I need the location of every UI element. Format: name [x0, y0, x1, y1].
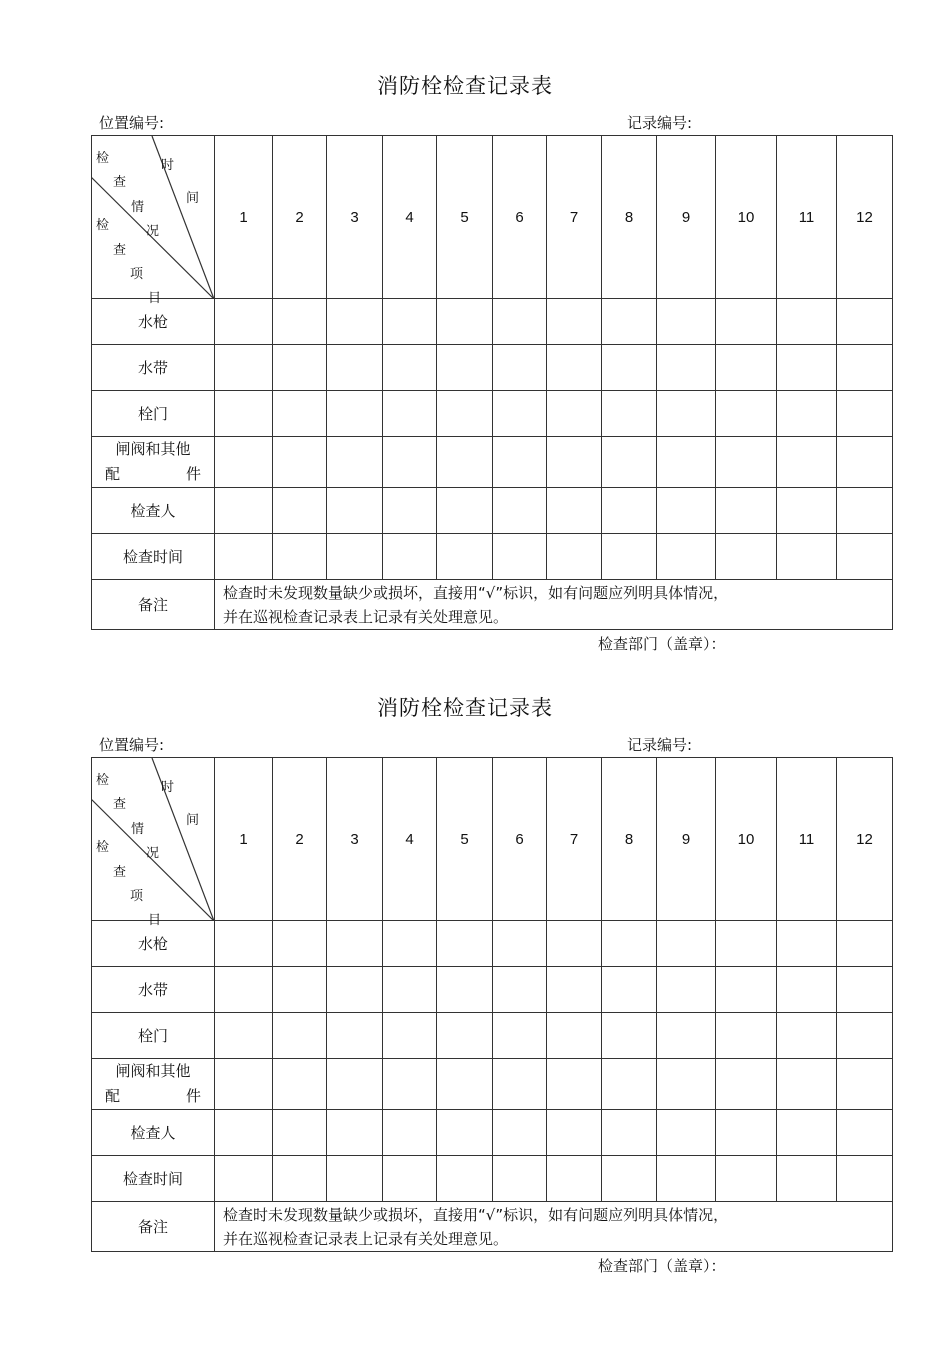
- check-cell[interactable]: [657, 967, 716, 1013]
- check-cell[interactable]: [602, 1156, 657, 1202]
- check-cell[interactable]: [215, 921, 273, 967]
- row-label-remarks: 备注: [92, 1202, 215, 1252]
- check-cell[interactable]: [493, 437, 547, 488]
- check-cell[interactable]: [716, 967, 777, 1013]
- check-cell[interactable]: [602, 1059, 657, 1110]
- check-cell[interactable]: [716, 345, 777, 391]
- check-cell[interactable]: [547, 345, 602, 391]
- remarks-line: 检查时未发现数量缺少或损坏，直接用“√”标识，如有问题应列明具体情况，: [223, 583, 729, 602]
- check-cell[interactable]: [327, 967, 383, 1013]
- diag-item-char: 目: [148, 913, 162, 928]
- table-row: [92, 437, 893, 488]
- check-cell[interactable]: [602, 299, 657, 345]
- diagonal-header-cell: [92, 758, 215, 928]
- diag-item-char: 检: [96, 840, 110, 855]
- valve-label-line1: 闸阀和其他: [115, 1062, 191, 1080]
- column-header: 1: [215, 136, 273, 299]
- check-cell[interactable]: [327, 1059, 383, 1110]
- check-cell[interactable]: [602, 437, 657, 488]
- check-cell[interactable]: [493, 345, 547, 391]
- check-cell[interactable]: [215, 967, 273, 1013]
- check-cell[interactable]: [716, 488, 777, 534]
- check-cell[interactable]: [493, 488, 547, 534]
- table-row: [92, 1059, 893, 1110]
- check-cell[interactable]: [657, 1013, 716, 1059]
- check-cell[interactable]: [657, 391, 716, 437]
- check-cell[interactable]: [657, 1110, 716, 1156]
- column-header: 12: [837, 136, 893, 299]
- check-cell[interactable]: [437, 488, 493, 534]
- table-row: [92, 488, 893, 534]
- diag-item-char: 查: [113, 865, 127, 880]
- check-cell[interactable]: [493, 391, 547, 437]
- check-cell[interactable]: [602, 391, 657, 437]
- column-header: 2: [273, 136, 327, 299]
- record-number-label: 记录编号:: [627, 736, 693, 754]
- diag-status-char: 查: [113, 175, 127, 190]
- diagonal-header-cell: [92, 136, 215, 306]
- check-cell[interactable]: [547, 437, 602, 488]
- check-cell[interactable]: [547, 1156, 602, 1202]
- check-cell[interactable]: [437, 1059, 493, 1110]
- row-label-valves: [92, 1059, 215, 1110]
- check-cell[interactable]: [837, 967, 893, 1013]
- valve-label-part: 件: [185, 465, 201, 483]
- check-cell[interactable]: [777, 534, 837, 580]
- check-cell[interactable]: [383, 1156, 437, 1202]
- check-cell[interactable]: [837, 1059, 893, 1110]
- check-cell[interactable]: [215, 1013, 273, 1059]
- check-cell[interactable]: [215, 299, 273, 345]
- inspection-form-1: [0, 0, 950, 660]
- column-header: 11: [777, 758, 837, 921]
- check-cell[interactable]: [383, 1110, 437, 1156]
- check-cell[interactable]: [327, 488, 383, 534]
- check-cell[interactable]: [383, 967, 437, 1013]
- column-header: 4: [383, 758, 437, 921]
- check-cell[interactable]: [777, 967, 837, 1013]
- diag-time-char: 间: [186, 813, 200, 828]
- check-cell[interactable]: [837, 437, 893, 488]
- check-cell[interactable]: [383, 345, 437, 391]
- diag-item-char: 检: [96, 151, 110, 166]
- check-cell[interactable]: [215, 534, 273, 580]
- diag-item-char: 检: [96, 773, 110, 788]
- check-cell[interactable]: [215, 345, 273, 391]
- check-cell[interactable]: [383, 1013, 437, 1059]
- check-cell[interactable]: [547, 391, 602, 437]
- row-label-inspection-time: 检查时间: [92, 1156, 215, 1202]
- diagonal-lines: [92, 136, 215, 299]
- check-cell[interactable]: [273, 299, 327, 345]
- check-cell[interactable]: [837, 1110, 893, 1156]
- row-label-hose: 水带: [92, 967, 215, 1013]
- row-label-inspection-time: 检查时间: [92, 534, 215, 580]
- inspection-form-2: [0, 622, 950, 1302]
- check-cell[interactable]: [273, 391, 327, 437]
- check-cell[interactable]: [837, 488, 893, 534]
- check-cell[interactable]: [602, 921, 657, 967]
- column-header: 11: [777, 136, 837, 299]
- row-label-hydrant-door: 栓门: [92, 1013, 215, 1059]
- check-cell[interactable]: [657, 437, 716, 488]
- check-cell[interactable]: [327, 299, 383, 345]
- check-cell[interactable]: [437, 1156, 493, 1202]
- form-title: 消防栓检查记录表: [377, 74, 553, 98]
- check-cell[interactable]: [437, 299, 493, 345]
- check-cell[interactable]: [383, 391, 437, 437]
- check-cell[interactable]: [716, 1110, 777, 1156]
- check-cell[interactable]: [383, 534, 437, 580]
- column-header: 12: [837, 758, 893, 921]
- check-cell[interactable]: [215, 437, 273, 488]
- check-cell[interactable]: [493, 967, 547, 1013]
- diag-item-char: 查: [113, 243, 127, 258]
- inspection-table: [91, 135, 893, 630]
- check-cell[interactable]: [273, 345, 327, 391]
- check-cell[interactable]: [327, 921, 383, 967]
- valve-label-part: 配: [105, 465, 121, 483]
- form-title: 消防栓检查记录表: [377, 696, 553, 720]
- column-header: 6: [493, 758, 547, 921]
- column-header: 8: [602, 758, 657, 921]
- check-cell[interactable]: [547, 1059, 602, 1110]
- column-header: 10: [716, 758, 777, 921]
- check-cell[interactable]: [777, 299, 837, 345]
- check-cell[interactable]: [716, 391, 777, 437]
- column-header: 9: [657, 136, 716, 299]
- row-label-nozzle: 水枪: [92, 299, 215, 345]
- check-cell[interactable]: [437, 437, 493, 488]
- diag-status-char: 查: [113, 797, 127, 812]
- check-cell[interactable]: [716, 437, 777, 488]
- valve-label-line1: 闸阀和其他: [115, 440, 191, 458]
- check-cell[interactable]: [777, 488, 837, 534]
- remarks-line: 并在巡视检查记录表上记录有关处理意见。: [223, 607, 509, 626]
- column-header: 5: [437, 136, 493, 299]
- remarks-text: [215, 1202, 893, 1252]
- table-row: [92, 1202, 893, 1252]
- check-cell[interactable]: [383, 1059, 437, 1110]
- diag-status-char: 况: [146, 846, 160, 861]
- check-cell[interactable]: [327, 1110, 383, 1156]
- diag-status-char: 情: [131, 200, 145, 215]
- column-header: 9: [657, 758, 716, 921]
- check-cell[interactable]: [837, 299, 893, 345]
- diag-item-char: 项: [130, 889, 144, 904]
- check-cell[interactable]: [437, 345, 493, 391]
- table-row: [92, 299, 893, 345]
- diag-time-char: 时: [161, 780, 175, 795]
- check-cell[interactable]: [327, 1156, 383, 1202]
- row-label-remarks: 备注: [92, 580, 215, 630]
- check-cell[interactable]: [273, 921, 327, 967]
- check-cell[interactable]: [777, 921, 837, 967]
- check-cell[interactable]: [602, 534, 657, 580]
- check-cell[interactable]: [547, 1013, 602, 1059]
- check-cell[interactable]: [777, 345, 837, 391]
- remarks-line: 检查时未发现数量缺少或损坏，直接用“√”标识，如有问题应列明具体情况，: [223, 1205, 729, 1224]
- column-header: 2: [273, 758, 327, 921]
- record-number-label: 记录编号:: [627, 114, 693, 132]
- check-cell[interactable]: [215, 1110, 273, 1156]
- check-cell[interactable]: [777, 1156, 837, 1202]
- check-cell[interactable]: [837, 345, 893, 391]
- table-row: [92, 967, 893, 1013]
- check-cell[interactable]: [327, 534, 383, 580]
- check-cell[interactable]: [716, 1156, 777, 1202]
- check-cell[interactable]: [716, 1013, 777, 1059]
- check-cell[interactable]: [493, 921, 547, 967]
- check-cell[interactable]: [602, 1013, 657, 1059]
- check-cell[interactable]: [837, 1156, 893, 1202]
- column-header: 6: [493, 136, 547, 299]
- check-cell[interactable]: [547, 488, 602, 534]
- check-cell[interactable]: [657, 299, 716, 345]
- check-cell[interactable]: [493, 1013, 547, 1059]
- check-cell[interactable]: [327, 391, 383, 437]
- check-cell[interactable]: [837, 534, 893, 580]
- check-cell[interactable]: [657, 1156, 716, 1202]
- check-cell[interactable]: [716, 534, 777, 580]
- check-cell[interactable]: [716, 299, 777, 345]
- column-header: 7: [547, 758, 602, 921]
- diag-item-char: 检: [96, 218, 110, 233]
- check-cell[interactable]: [327, 437, 383, 488]
- check-cell[interactable]: [547, 299, 602, 345]
- check-cell[interactable]: [273, 1059, 327, 1110]
- check-cell[interactable]: [327, 1013, 383, 1059]
- row-label-inspector: 检查人: [92, 1110, 215, 1156]
- column-header: 4: [383, 136, 437, 299]
- check-cell[interactable]: [602, 1110, 657, 1156]
- row-label-inspector: 检查人: [92, 488, 215, 534]
- column-header: 8: [602, 136, 657, 299]
- inspection-table: [91, 757, 893, 1252]
- column-header: 3: [327, 136, 383, 299]
- check-cell[interactable]: [602, 488, 657, 534]
- diag-item-char: 项: [130, 267, 144, 282]
- check-cell[interactable]: [837, 391, 893, 437]
- check-cell[interactable]: [273, 1156, 327, 1202]
- diag-time-char: 时: [161, 158, 175, 173]
- location-number-label: 位置编号:: [99, 736, 165, 754]
- diag-status-char: 况: [146, 224, 160, 239]
- check-cell[interactable]: [547, 1110, 602, 1156]
- column-header: 7: [547, 136, 602, 299]
- check-cell[interactable]: [273, 488, 327, 534]
- check-cell[interactable]: [273, 1013, 327, 1059]
- column-header: 5: [437, 758, 493, 921]
- check-cell[interactable]: [493, 299, 547, 345]
- check-cell[interactable]: [437, 921, 493, 967]
- check-cell[interactable]: [493, 1110, 547, 1156]
- check-cell[interactable]: [437, 391, 493, 437]
- check-cell[interactable]: [716, 1059, 777, 1110]
- check-cell[interactable]: [716, 921, 777, 967]
- check-cell[interactable]: [777, 1110, 837, 1156]
- row-label-hose: 水带: [92, 345, 215, 391]
- check-cell[interactable]: [547, 921, 602, 967]
- check-cell[interactable]: [273, 437, 327, 488]
- check-cell[interactable]: [437, 534, 493, 580]
- department-stamp-label: 检查部门（盖章）：: [598, 635, 726, 653]
- check-cell[interactable]: [777, 1013, 837, 1059]
- row-label-hydrant-door: 栓门: [92, 391, 215, 437]
- column-header: 3: [327, 758, 383, 921]
- table-row: [92, 1110, 893, 1156]
- check-cell[interactable]: [383, 488, 437, 534]
- table-row: [92, 534, 893, 580]
- diag-item-char: 目: [148, 291, 162, 306]
- check-cell[interactable]: [327, 345, 383, 391]
- check-cell[interactable]: [273, 1110, 327, 1156]
- check-cell[interactable]: [437, 1110, 493, 1156]
- check-cell[interactable]: [547, 967, 602, 1013]
- check-cell[interactable]: [493, 1059, 547, 1110]
- row-label-valves: [92, 437, 215, 488]
- check-cell[interactable]: [837, 1013, 893, 1059]
- check-cell[interactable]: [383, 437, 437, 488]
- check-cell[interactable]: [493, 534, 547, 580]
- check-cell[interactable]: [215, 488, 273, 534]
- remarks-line: 并在巡视检查记录表上记录有关处理意见。: [223, 1229, 509, 1248]
- column-header: 1: [215, 758, 273, 921]
- check-cell[interactable]: [215, 391, 273, 437]
- table-row: [92, 345, 893, 391]
- check-cell[interactable]: [215, 1059, 273, 1110]
- table-row: [92, 1013, 893, 1059]
- check-cell[interactable]: [837, 921, 893, 967]
- check-cell[interactable]: [777, 391, 837, 437]
- row-label-nozzle: 水枪: [92, 921, 215, 967]
- check-cell[interactable]: [437, 1013, 493, 1059]
- table-row: [92, 1156, 893, 1202]
- diag-time-char: 间: [186, 191, 200, 206]
- table-row: [92, 391, 893, 437]
- check-cell[interactable]: [273, 967, 327, 1013]
- check-cell[interactable]: [657, 921, 716, 967]
- check-cell[interactable]: [437, 967, 493, 1013]
- check-cell[interactable]: [602, 967, 657, 1013]
- check-cell[interactable]: [657, 345, 716, 391]
- location-number-label: 位置编号:: [99, 114, 165, 132]
- check-cell[interactable]: [777, 437, 837, 488]
- check-cell[interactable]: [383, 921, 437, 967]
- valve-label-part: 配: [105, 1087, 121, 1105]
- diag-status-char: 情: [131, 822, 145, 837]
- check-cell[interactable]: [777, 1059, 837, 1110]
- diagonal-lines: [92, 758, 215, 921]
- check-cell[interactable]: [215, 1156, 273, 1202]
- check-cell[interactable]: [657, 1059, 716, 1110]
- table-row: [92, 921, 893, 967]
- check-cell[interactable]: [493, 1156, 547, 1202]
- check-cell[interactable]: [383, 299, 437, 345]
- department-stamp-label: 检查部门（盖章）：: [598, 1257, 726, 1275]
- valve-label-part: 件: [185, 1087, 201, 1105]
- column-header: 10: [716, 136, 777, 299]
- check-cell[interactable]: [602, 345, 657, 391]
- check-cell[interactable]: [657, 534, 716, 580]
- check-cell[interactable]: [273, 534, 327, 580]
- check-cell[interactable]: [547, 534, 602, 580]
- check-cell[interactable]: [657, 488, 716, 534]
